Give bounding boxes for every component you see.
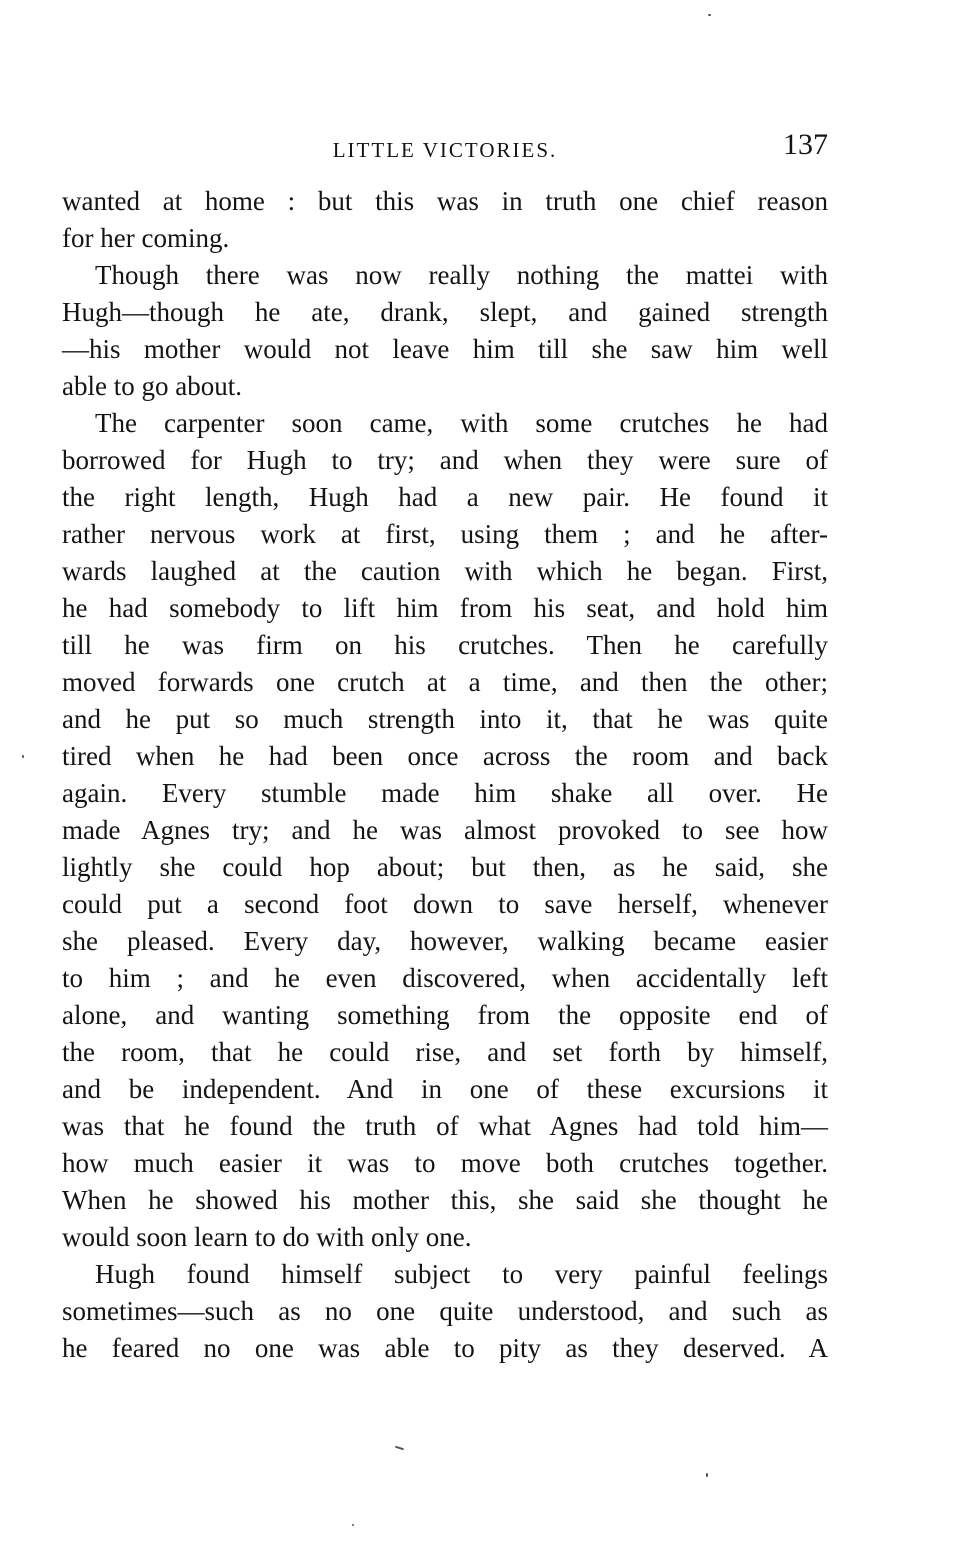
paragraph (62, 1256, 828, 1367)
text-line: moved forwards one crutch at a time, and then the other; (62, 667, 828, 697)
text-line: and he put so much strength into it, that he was quite (62, 704, 828, 734)
text-line: Hugh—though he ate, drank, slept, and gained strength (62, 297, 828, 327)
text-line: borrowed for Hugh to try; and when they were sure of (62, 445, 828, 475)
running-title: LITTLE VICTORIES. (332, 138, 558, 162)
body-text (62, 183, 828, 1367)
text-line: wards laughed at the caution with which he began. First, (62, 556, 828, 586)
scan-speck (708, 14, 711, 16)
text-line: rather nervous work at first, using them ; and he after- (62, 519, 828, 549)
text-line: tired when he had been once across the room and back (62, 741, 828, 771)
paragraph (62, 405, 828, 1256)
text-line: able to go about. (62, 371, 242, 401)
page-number: 137 (783, 128, 828, 161)
scan-speck (352, 1524, 354, 1526)
text-line: would soon learn to do with only one. (62, 1222, 472, 1252)
running-head (62, 128, 828, 168)
text-line: alone, and wanting something from the opposite end of (62, 1000, 828, 1030)
text-line: made Agnes try; and he was almost provoked to see how (62, 815, 828, 845)
text-line: and be independent. And in one of these excursions it (62, 1074, 828, 1104)
text-line: till he was firm on his crutches. Then he carefully (62, 630, 828, 660)
text-line: —his mother would not leave him till she saw him well (62, 334, 828, 364)
text-line: sometimes—such as no one quite understood, and such as (62, 1296, 828, 1326)
text-line: When he showed his mother this, she said she thought he (62, 1185, 828, 1215)
text-line: could put a second foot down to save herself, whenever (62, 889, 828, 919)
text-line: the room, that he could rise, and set forth by himself, (62, 1037, 828, 1067)
text-line: he had somebody to lift him from his seat, and hold him (62, 593, 828, 623)
text-line: she pleased. Every day, however, walking became easier (62, 926, 828, 956)
text-line: wanted at home : but this was in truth one chief reason (62, 186, 828, 216)
paragraph (62, 257, 828, 405)
text-line: lightly she could hop about; but then, as he said, she (62, 852, 828, 882)
paragraph (62, 183, 828, 257)
text-line: he feared no one was able to pity as they deserved. A (62, 1333, 828, 1363)
text-line: was that he found the truth of what Agnes had told him— (62, 1111, 828, 1141)
text-line: again. Every stumble made him shake all over. He (62, 778, 828, 808)
scan-speck (22, 755, 24, 758)
scan-speck (395, 1446, 404, 1451)
text-line: the right length, Hugh had a new pair. He found it (62, 482, 828, 512)
text-line: Hugh found himself subject to very painful feelings (95, 1259, 828, 1289)
text-line: Though there was now really nothing the mattei with (95, 260, 828, 290)
text-line: for her coming. (62, 223, 230, 253)
scan-speck (706, 1473, 708, 1477)
text-line: The carpenter soon came, with some crutches he had (95, 408, 828, 438)
text-line: how much easier it was to move both crutches together. (62, 1148, 828, 1178)
text-line: to him ; and he even discovered, when accidentally left (62, 963, 828, 993)
